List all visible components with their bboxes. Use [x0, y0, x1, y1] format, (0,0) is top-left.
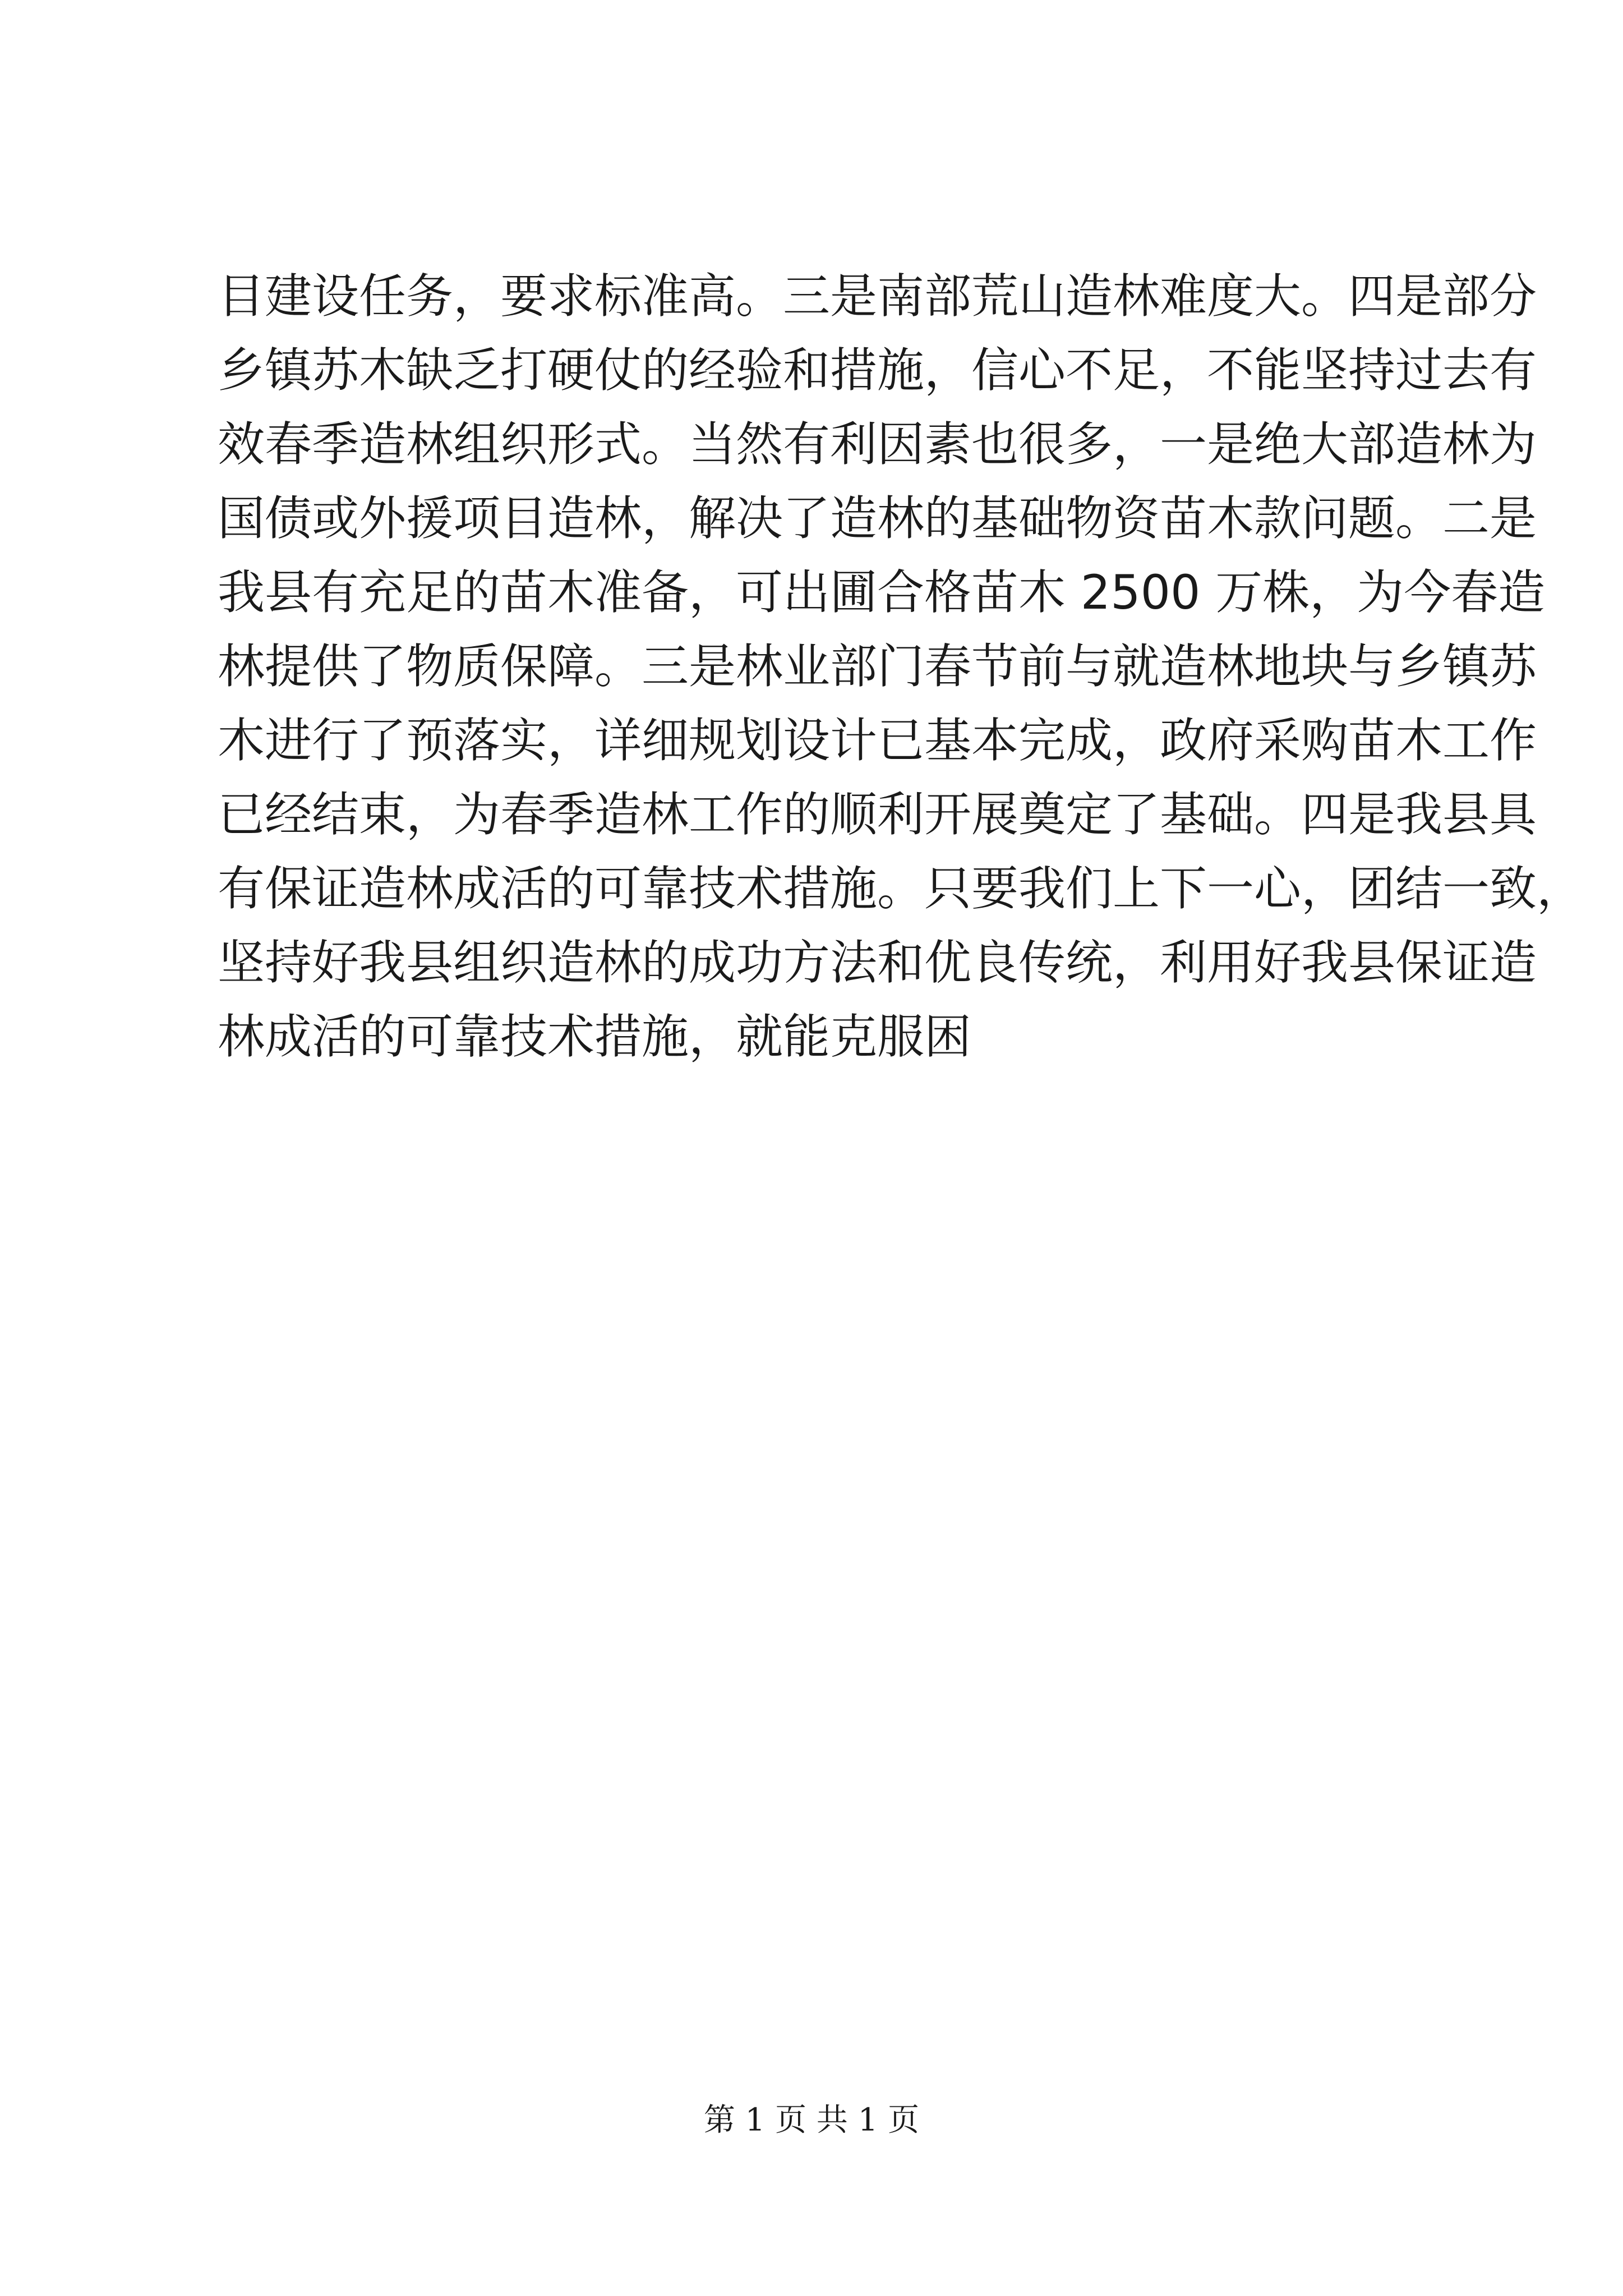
text-line: 我县有充足的苗木准备，可出圃合格苗木 2500 万株，为今春造	[218, 565, 1546, 620]
text-line: 木进行了预落实，详细规划设计已基本完成，政府采购苗木工作	[218, 713, 1537, 768]
text-line: 林成活的可靠技术措施，就能克服困	[218, 1009, 972, 1064]
text-line: 国债或外援项目造林，解决了造林的基础物资苗木款问题。二是	[218, 491, 1537, 546]
page-number: 第 1 页 共 1 页	[703, 2102, 920, 2138]
text-line: 林提供了物质保障。三是林业部门春节前与就造林地块与乡镇苏	[218, 639, 1537, 694]
text-line: 乡镇苏木缺乏打硬仗的经验和措施，信心不足，不能坚持过去有	[218, 343, 1537, 398]
text-line: 目建设任务，要求标准高。三是南部荒山造林难度大。四是部分	[218, 269, 1537, 324]
page-footer	[0, 2098, 1623, 2143]
text-line: 已经结束，为春季造林工作的顺利开展奠定了基础。四是我县具	[218, 787, 1537, 842]
text-line: 坚持好我县组织造林的成功方法和优良传统，利用好我县保证造	[218, 935, 1537, 990]
text-line: 效春季造林组织形式。当然有利因素也很多，一是绝大部造林为	[218, 417, 1537, 472]
text-line: 有保证造林成活的可靠技术措施。只要我们上下一心，团结一致，	[218, 861, 1584, 916]
body-paragraph	[218, 259, 1584, 1074]
